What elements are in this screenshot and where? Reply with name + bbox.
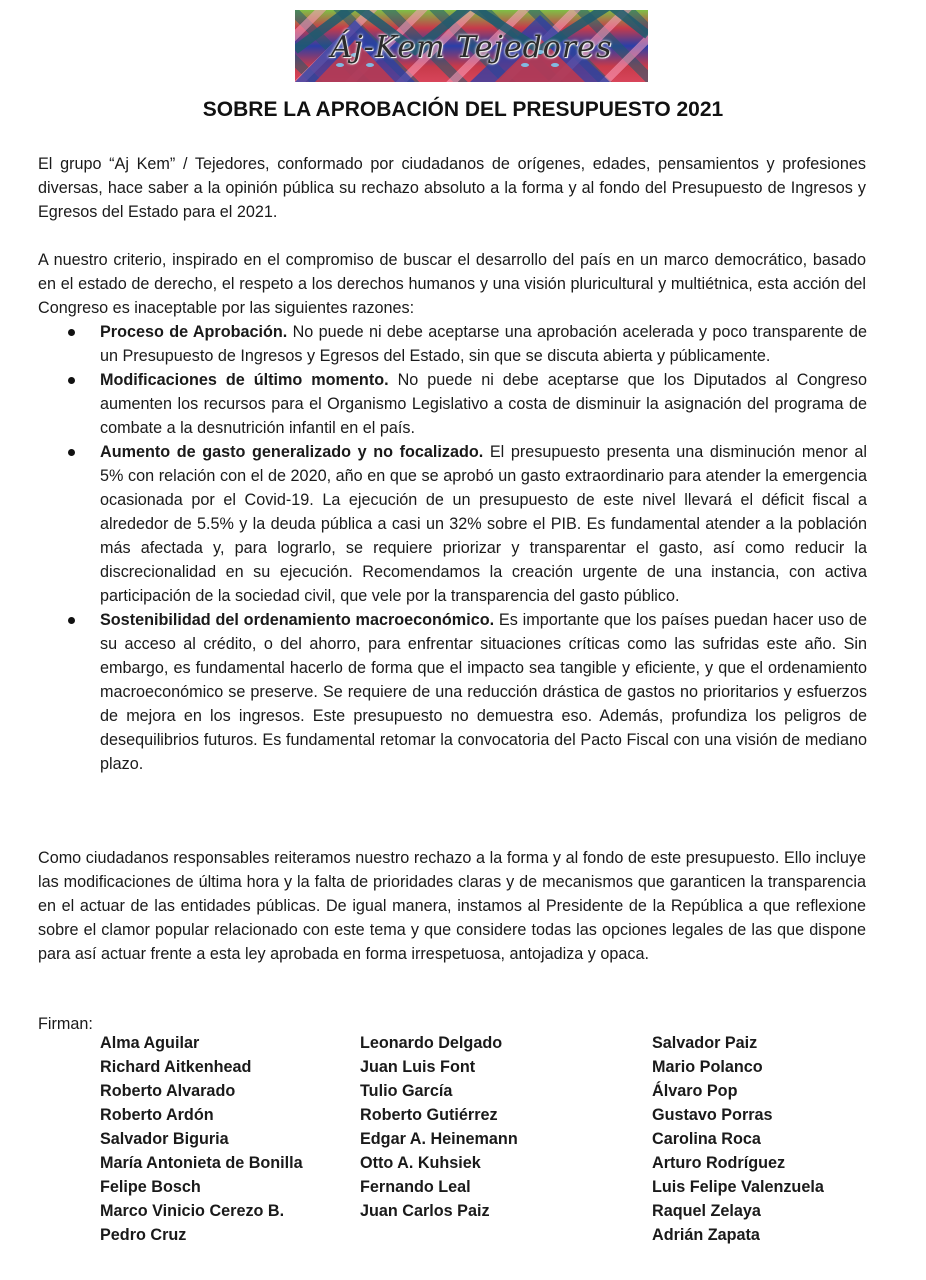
criteria-paragraph: A nuestro criterio, inspirado en el compromiso de buscar el desarrollo del país en un marco democrático, basado en el estado de derecho, el respeto a los derechos humanos y una visión pluricultural y multiétnica, esta acción del Congreso es inaceptable por las siguientes razones: [38,251,866,317]
header-banner-image [295,10,648,82]
signer-name: Carolina Roca [652,1130,761,1148]
signer-name: Otto A. Kuhsiek [360,1154,481,1172]
bullet-icon [68,377,75,384]
signer-name: Marco Vinicio Cerezo B. [100,1202,285,1220]
closing-paragraph: Como ciudadanos responsables reiteramos nuestro rechazo a la forma y al fondo de este presupuesto. Ello incluye las modificaciones de última hora y la falta de prioridades claras y de mecanismos que garanticen la transparencia en el actuar de las entidades públicas. De igual manera, instamos al Presidente de la República a que reflexione sobre el clamor popular relacionado con este tema y que considere todas las opciones legales de las que dispone para así actuar frente a esta ley aprobada en forma irrespetuosa, antojadiza y opaca. [38,849,866,963]
signers-column-3 [652,1031,824,1247]
document-title: SOBRE LA APROBACIÓN DEL PRESUPUESTO 2021 [202,98,724,121]
reason-item [100,608,867,776]
signer-name: Tulio García [360,1082,453,1100]
signer-name: Luis Felipe Valenzuela [652,1178,824,1196]
signer-name: Juan Luis Font [360,1058,476,1076]
signer-name: Edgar A. Heinemann [360,1130,518,1148]
bullet-icon [68,329,75,336]
signer-name: Pedro Cruz [100,1226,187,1244]
signer-name: Juan Carlos Paiz [360,1202,490,1220]
reasons-list [100,320,867,776]
reason-text: No puede ni debe aceptarse que los Diputados al Congreso aumenten los recursos para el Organismo Legislativo a costa de disminuir la asignación del programa de combate a la desnutrición infantil en el país. [100,371,867,437]
signers-column-1 [100,1031,303,1247]
signers-label: Firman: [38,1015,93,1033]
signer-name: Roberto Alvarado [100,1082,236,1100]
reason-text: El presupuesto presenta una disminución menor al 5% con relación con el de 2020, año en que se aprobó un gasto extraordinario para atender la emergencia ocasionada por el Covid-19. La ejecución de un presupuesto de este nivel llevará el déficit fiscal a alrededor de 5.5% y la deuda pública a casi un 32% sobre el PIB. Es fundamental atender a la población más afectada y, para lograrlo, se requiere priorizar y transparentar el gasto, así como reducir la discrecionalidad en su ejecución. Recomendamos la creación urgente de una instancia, con activa participación de la sociedad civil, que vele por la transparencia del gasto público. [100,443,867,605]
signer-name: Adrián Zapata [652,1226,760,1244]
bullet-icon [68,617,75,624]
signer-name: Richard Aitkenhead [100,1058,252,1076]
signer-name: Arturo Rodríguez [652,1154,786,1172]
reason-item [100,320,867,368]
signer-name: Raquel Zelaya [652,1202,761,1220]
signer-name: Gustavo Porras [652,1106,773,1124]
signer-name: Felipe Bosch [100,1178,201,1196]
signer-name: Álvaro Pop [652,1082,738,1100]
signer-name: María Antonieta de Bonilla [100,1154,303,1172]
signer-name: Salvador Paiz [652,1034,758,1052]
signer-name: Mario Polanco [652,1058,763,1076]
bullet-icon [68,449,75,456]
signer-name: Alma Aguilar [100,1034,200,1052]
signer-name: Salvador Biguria [100,1130,229,1148]
reason-text: No puede ni debe aceptarse una aprobación acelerada y poco transparente de un Presupuesto de Ingresos y Egresos del Estado, sin que se discuta abierta y públicamente. [100,323,867,365]
signer-name: Roberto Ardón [100,1106,214,1124]
reason-item [100,440,867,608]
signers-column-2 [360,1031,518,1223]
reason-heading: Aumento de gasto generalizado y no focalizado. [100,443,484,461]
reason-heading: Modificaciones de último momento. [100,371,389,389]
signer-name: Fernando Leal [360,1178,471,1196]
reason-item [100,368,867,440]
signer-name: Roberto Gutiérrez [360,1106,498,1124]
banner-logo-text: Áj-Kem Tejedores [330,30,613,65]
reason-text: Es importante que los países puedan hacer uso de su acceso al crédito, o del ahorro, para enfrentar situaciones críticas como las sufridas este año. Sin embargo, es fundamental hacerlo de forma que el impacto sea tangible y eficiente, y que el ordenamiento macroeconómico se preserve. Se requiere de una reducción drástica de gastos no prioritarios y esfuerzos de mejora en los ingresos. Este presupuesto no demuestra eso. Además, profundiza los peligros de desequilibrios futuros. Es fundamental retomar la convocatoria del Pacto Fiscal con una visión de mediano plazo. [100,611,867,773]
signer-name: Leonardo Delgado [360,1034,503,1052]
intro-paragraph: El grupo “Aj Kem” / Tejedores, conformado por ciudadanos de orígenes, edades, pensamientos y profesiones diversas, hace saber a la opinión pública su rechazo absoluto a la forma y al fondo del Presupuesto de Ingresos y Egresos del Estado para el 2021. [38,155,866,221]
reason-heading: Proceso de Aprobación. [100,323,288,341]
reason-heading: Sostenibilidad del ordenamiento macroeconómico. [100,611,495,629]
